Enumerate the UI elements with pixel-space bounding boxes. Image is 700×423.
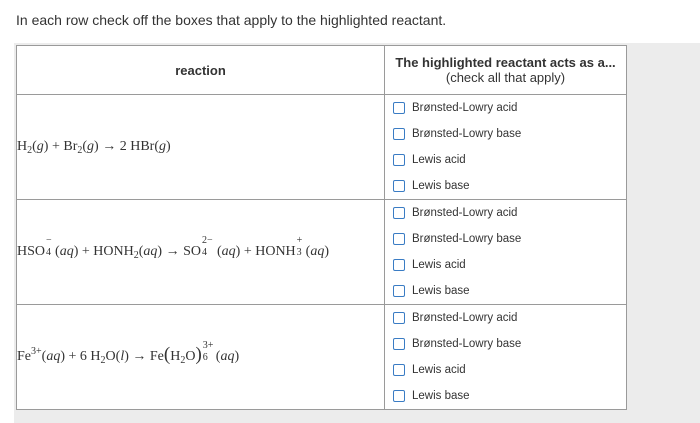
reaction-equation-1: $H_2(g) + Br_2(g) \to 2$ HBr(g) [17,95,385,200]
option-bronsted-lowry-acid[interactable]: Brønsted-Lowry acid [385,200,626,226]
checkbox[interactable] [393,390,405,402]
checkbox[interactable] [393,338,405,350]
checkbox[interactable] [393,128,405,140]
options-cell-3 [385,305,627,410]
reaction-equation-2: HSO − 4 $(aq) + HONH_2(aq)$ → SO 2− 4 (aq) + HONH + 3 (aq) [17,200,385,305]
role-header-hint: (check all that apply) [445,70,566,85]
role-header-title: The highlighted reactant acts as a... [395,55,616,70]
option-lewis-acid[interactable]: Lewis acid [385,252,626,278]
table-row [17,95,627,200]
role-column-header [385,46,627,95]
option-lewis-base[interactable]: Lewis base [385,173,626,199]
checkbox[interactable] [393,285,405,297]
option-bronsted-lowry-base[interactable]: Brønsted-Lowry base [385,121,626,147]
reaction-equation-3: $Fe^{3+}(aq) + 6$ $H_2O(l) \to Fe(H_2O)$ 3+ 6 (aq) [17,305,385,410]
option-bronsted-lowry-acid[interactable]: Brønsted-Lowry acid [385,305,626,331]
options-cell-2 [385,200,627,305]
checkbox[interactable] [393,312,405,324]
checkbox[interactable] [393,364,405,376]
checkbox[interactable] [393,233,405,245]
checkbox[interactable] [393,102,405,114]
option-lewis-base[interactable]: Lewis base [385,383,626,409]
option-lewis-base[interactable]: Lewis base [385,278,626,304]
checkbox[interactable] [393,207,405,219]
reaction-column-header: reaction [17,46,385,95]
option-bronsted-lowry-acid[interactable]: Brønsted-Lowry acid [385,95,626,121]
checkbox[interactable] [393,259,405,271]
reaction-table [16,45,627,410]
option-lewis-acid[interactable]: Lewis acid [385,147,626,173]
option-bronsted-lowry-base[interactable]: Brønsted-Lowry base [385,331,626,357]
checkbox[interactable] [393,154,405,166]
table-row [17,305,627,410]
checkbox[interactable] [393,180,405,192]
option-lewis-acid[interactable]: Lewis acid [385,357,626,383]
option-bronsted-lowry-base[interactable]: Brønsted-Lowry base [385,226,626,252]
table-header-row [17,46,627,95]
options-cell-1 [385,95,627,200]
instructions-text: In each row check off the boxes that apply to the highlighted reactant. [16,12,447,28]
table-row [17,200,627,305]
